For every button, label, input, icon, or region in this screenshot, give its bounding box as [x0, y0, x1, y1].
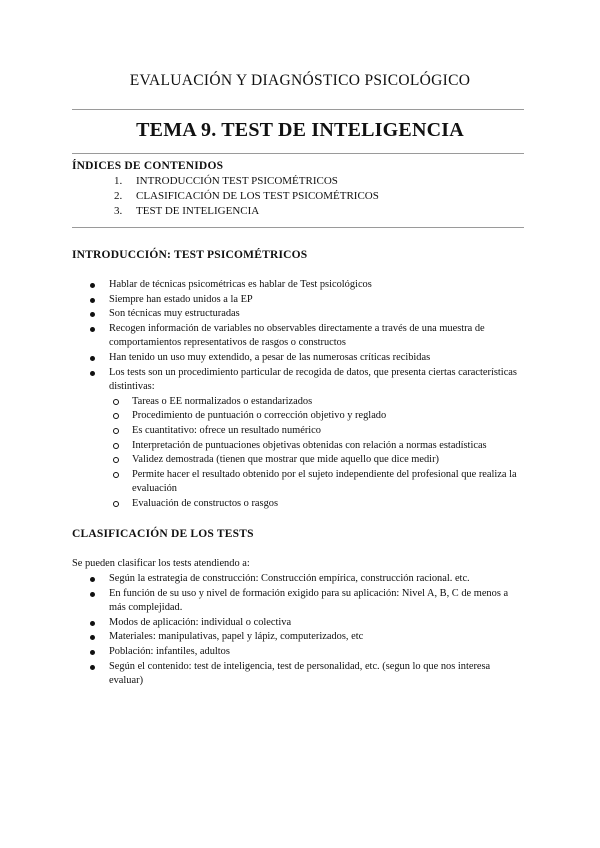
list-item-text: En función de su uso y nivel de formación exigido para su aplicación: Nivel A, B, C de menos a más complejidad.: [109, 587, 509, 614]
sub-list-item-text: Validez demostrada (tienen que mostrar que mide aquello que dice medir): [132, 454, 439, 466]
list-item: [72, 293, 524, 308]
sub-list-item: [72, 439, 524, 454]
list-item-text: Según la estrategia de construcción: Construcción empírica, construcción racional. etc.: [109, 573, 470, 584]
intro-sub-bullet-list: [72, 395, 524, 512]
sub-list-item-text: Permite hacer el resultado obtenido por el sujeto independiente del profesional que realiza la evaluación: [132, 468, 517, 495]
bullet-icon: [90, 621, 95, 626]
list-item-text: Recogen información de variables no observables directamente a través de una muestra de comportamientos representativos de rasgos o constructos: [109, 322, 485, 349]
hollow-bullet-icon: [113, 413, 119, 419]
toc-item-number: 2.: [114, 190, 123, 202]
classification-bullet-list: [72, 572, 524, 689]
list-item: [72, 351, 524, 366]
list-item: [72, 278, 524, 293]
sub-list-item-text: Interpretación de puntuaciones objetivas obtenidas con relación a normas estadísticas: [132, 439, 487, 451]
toc-item-number: 1.: [114, 175, 123, 187]
list-item: [72, 366, 524, 395]
bullet-icon: [90, 327, 95, 332]
intro-heading: INTRODUCCIÓN: TEST PSICOMÉTRICOS: [72, 249, 308, 261]
list-item-text: Población: infantiles, adultos: [109, 645, 230, 657]
list-item-text: Los tests son un procedimiento particular de recogida de datos, que presenta ciertas características distintivas:: [109, 366, 517, 393]
toc-item-label: TEST DE INTELIGENCIA: [136, 205, 260, 217]
sub-list-item: [72, 497, 524, 512]
classification-heading: CLASIFICACIÓN DE LOS TESTS: [72, 528, 254, 540]
title-divider: [72, 153, 524, 154]
list-item-text: Materiales: manipulativas, papel y lápiz, computerizados, etc: [109, 631, 364, 643]
sub-list-item-text: Procedimiento de puntuación o corrección objetivo y reglado: [132, 410, 387, 422]
sub-list-item-text: Es cuantitativo: ofrece un resultado numérico: [132, 424, 321, 436]
toc-item-number: 3.: [114, 205, 123, 217]
hollow-bullet-icon: [113, 501, 119, 507]
list-item-text: Modos de aplicación: individual o colectiva: [109, 616, 292, 628]
intro-bullet-list: [72, 278, 524, 512]
page-title: TEMA 9. TEST DE INTELIGENCIA: [136, 119, 464, 141]
list-item: [72, 307, 524, 322]
list-item-text: Siempre han estado unidos a la EP: [109, 293, 253, 305]
toc-item-label: INTRODUCCIÓN TEST PSICOMÉTRICOS: [136, 175, 338, 187]
list-item: [72, 572, 524, 587]
list-item: [72, 645, 524, 660]
bullet-icon: [90, 371, 95, 376]
list-item-text: Según el contenido: test de inteligencia, test de personalidad, etc. (segun lo que nos interesa evaluar): [109, 660, 491, 687]
bullet-icon: [90, 635, 95, 640]
bullet-icon: [90, 298, 95, 303]
hollow-bullet-icon: [113, 428, 119, 434]
sub-list-item: [72, 395, 524, 410]
table-of-contents: [72, 174, 522, 219]
bullet-icon: [90, 592, 95, 597]
bullet-icon: [90, 650, 95, 655]
list-item: [72, 587, 524, 616]
bullet-icon: [90, 577, 95, 582]
list-item: [72, 616, 524, 631]
list-item: [72, 630, 524, 645]
document-header-title: EVALUACIÓN Y DIAGNÓSTICO PSICOLÓGICO: [129, 72, 471, 89]
list-item-text: Hablar de técnicas psicométricas es hablar de Test psicológicos: [109, 279, 372, 290]
bullet-icon: [90, 665, 95, 670]
classification-intro: Se pueden clasificar los tests atendiendo a:: [72, 558, 250, 569]
toc-item-label: CLASIFICACIÓN DE LOS TEST PSICOMÉTRICOS: [136, 190, 379, 202]
hollow-bullet-icon: [113, 457, 119, 463]
bullet-icon: [90, 356, 95, 361]
header-divider: [72, 109, 524, 110]
hollow-bullet-icon: [113, 472, 119, 478]
list-item-text: Son técnicas muy estructuradas: [109, 308, 240, 320]
toc-item: [72, 204, 522, 219]
sub-list-item-text: Evaluación de constructos o rasgos: [132, 497, 279, 509]
sub-list-item: [72, 424, 524, 439]
list-item-text: Han tenido un uso muy extendido, a pesar de las numerosas críticas recibidas: [109, 351, 431, 363]
sub-list-item: [72, 468, 524, 497]
bullet-icon: [90, 283, 95, 288]
bullet-icon: [90, 312, 95, 317]
list-item: [72, 660, 524, 689]
toc-item: [72, 174, 522, 189]
toc-divider: [72, 227, 524, 228]
hollow-bullet-icon: [113, 399, 119, 405]
sub-list-item-text: Tareas o EE normalizados o estandarizados: [132, 395, 313, 407]
list-item: [72, 322, 524, 351]
sub-list-item: [72, 453, 524, 468]
sub-list-item: [72, 409, 524, 424]
toc-item: [72, 189, 522, 204]
hollow-bullet-icon: [113, 443, 119, 449]
toc-heading: ÍNDICES DE CONTENIDOS: [72, 160, 224, 172]
